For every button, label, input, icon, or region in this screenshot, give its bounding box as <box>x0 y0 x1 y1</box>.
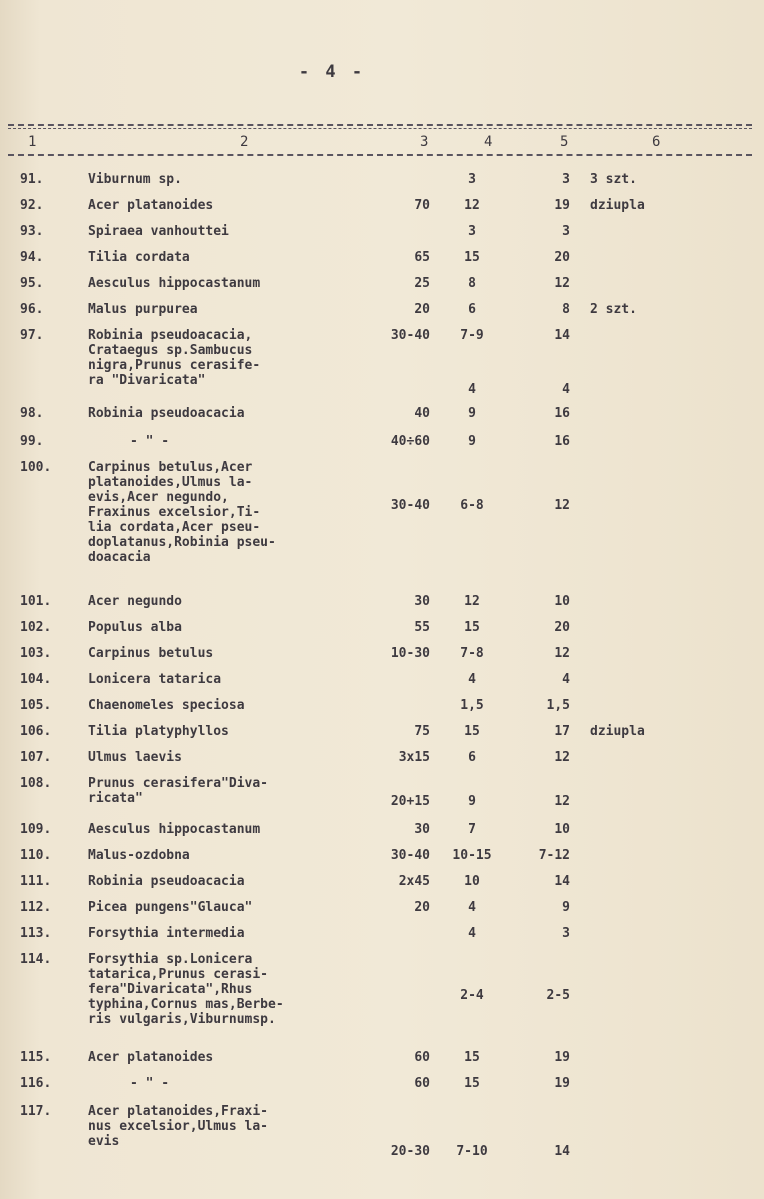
col5-value: 19 <box>554 198 570 213</box>
species-name: Picea pungens"Glauca" <box>88 900 253 915</box>
species-name: Robinia pseudoacacia <box>88 874 245 889</box>
species-name: Robinia pseudoacacia <box>88 406 245 421</box>
col4-value: 15 <box>464 250 480 265</box>
species-name: Malus purpurea <box>88 302 198 317</box>
col4-value: 10-15 <box>452 848 492 863</box>
col3-value: 3x15 <box>398 750 430 765</box>
col4-value: 1,5 <box>460 698 484 713</box>
row-number: 91. <box>20 172 44 187</box>
col3-value: 20 <box>414 900 430 915</box>
row-number: 102. <box>20 620 52 635</box>
species-name: Viburnum sp. <box>88 172 182 187</box>
col3-value: 20-30 <box>390 1144 430 1159</box>
col3-value: 10-30 <box>390 646 430 661</box>
col5-value: 14 <box>554 874 570 889</box>
row-number: 115. <box>20 1050 52 1065</box>
col4-value: 7-9 <box>460 328 484 343</box>
col4-value: 6 <box>468 302 476 317</box>
species-name: Aesculus hippocastanum <box>88 822 261 837</box>
col3-value: 40 <box>414 406 430 421</box>
species-name: Carpinus betulus,Acer platanoides,Ulmus la- evis,Acer negundo, Fraxinus excelsior,Ti- lia cordata,Acer pseu- doplatanus,Robinia pseu- doacacia <box>88 460 276 565</box>
col5-value: 10 <box>554 594 570 609</box>
table-top-rule-2 <box>8 128 752 129</box>
species-name: Populus alba <box>88 620 182 635</box>
row-number: 94. <box>20 250 44 265</box>
row-number: 92. <box>20 198 44 213</box>
column-header-6: 6 <box>652 134 661 150</box>
col5-value: 4 <box>562 672 570 687</box>
col5-value: 17 <box>554 724 570 739</box>
col5-value: 19 <box>554 1050 570 1065</box>
col5-value: 12 <box>554 794 570 809</box>
col5-value: 20 <box>554 250 570 265</box>
col4-value: 7 <box>468 822 476 837</box>
header-bottom-rule <box>8 154 752 156</box>
page-number: - 4 - <box>298 62 366 82</box>
species-name: Carpinus betulus <box>88 646 214 661</box>
col4-value: 9 <box>468 406 476 421</box>
col3-value: 75 <box>414 724 430 739</box>
species-name: Forsythia sp.Lonicera tatarica,Prunus cerasi- fera"Divaricata",Rhus typhina,Cornus mas,Berbe- ris vulgaris,Viburnumsp. <box>88 952 284 1027</box>
row-number: 93. <box>20 224 44 239</box>
col4-value: 12 <box>464 594 480 609</box>
col5-value: 1,5 <box>546 698 570 713</box>
col3-value: 60 <box>414 1076 430 1091</box>
col3-value: 30 <box>414 594 430 609</box>
row-number: 106. <box>20 724 52 739</box>
col6-note: dziupla <box>590 198 645 213</box>
col3-value: 55 <box>414 620 430 635</box>
col5-value: 10 <box>554 822 570 837</box>
row-number: 117. <box>20 1104 52 1119</box>
col5-value: 14 <box>554 328 570 343</box>
species-name: Acer platanoides <box>88 198 214 213</box>
col4-value: 4 <box>468 672 476 687</box>
col5-value: 4 <box>562 382 570 397</box>
col5-value: 3 <box>562 926 570 941</box>
col4-value: 4 <box>468 900 476 915</box>
col3-value: 30-40 <box>390 328 430 343</box>
col4-value: 7-10 <box>456 1144 488 1159</box>
col4-value: 8 <box>468 276 476 291</box>
col3-value: 40÷60 <box>390 434 430 449</box>
col4-value: 6 <box>468 750 476 765</box>
col3-value: 65 <box>414 250 430 265</box>
col4-value: 15 <box>464 620 480 635</box>
row-number: 100. <box>20 460 52 475</box>
col3-value: 25 <box>414 276 430 291</box>
row-number: 113. <box>20 926 52 941</box>
species-name: Spiraea vanhouttei <box>88 224 229 239</box>
col5-value: 3 <box>562 224 570 239</box>
col5-value: 12 <box>554 498 570 513</box>
row-number: 103. <box>20 646 52 661</box>
col4-value: 2-4 <box>460 988 484 1003</box>
col5-value: 12 <box>554 750 570 765</box>
col5-value: 7-12 <box>538 848 570 863</box>
col4-value: 9 <box>468 794 476 809</box>
col3-value: 30-40 <box>390 498 430 513</box>
species-name: Malus-ozdobna <box>88 848 190 863</box>
col5-value: 2-5 <box>546 988 570 1003</box>
col5-value: 16 <box>554 406 570 421</box>
species-name: Ulmus laevis <box>88 750 182 765</box>
species-name: - " - <box>130 434 170 449</box>
col4-value: 3 <box>468 172 476 187</box>
col4-value: 3 <box>468 224 476 239</box>
col5-value: 16 <box>554 434 570 449</box>
species-name: Tilia platyphyllos <box>88 724 229 739</box>
species-name: Robinia pseudoacacia, Crataegus sp.Sambucus nigra,Prunus cerasife- ra "Divaricata" <box>88 328 261 388</box>
row-number: 116. <box>20 1076 52 1091</box>
row-number: 109. <box>20 822 52 837</box>
column-header-4: 4 <box>484 134 493 150</box>
col4-value: 4 <box>468 382 476 397</box>
col5-value: 19 <box>554 1076 570 1091</box>
row-number: 104. <box>20 672 52 687</box>
col4-value: 10 <box>464 874 480 889</box>
row-number: 98. <box>20 406 44 421</box>
col4-value: 12 <box>464 198 480 213</box>
row-number: 101. <box>20 594 52 609</box>
species-name: Lonicera tatarica <box>88 672 222 687</box>
row-number: 96. <box>20 302 44 317</box>
species-name: Prunus cerasifera"Diva- ricata" <box>88 776 269 806</box>
column-header-1: 1 <box>28 134 37 150</box>
row-number: 111. <box>20 874 52 889</box>
species-name: Acer negundo <box>88 594 182 609</box>
col3-value: 30 <box>414 822 430 837</box>
col4-value: 7-8 <box>460 646 484 661</box>
col4-value: 6-8 <box>460 498 484 513</box>
species-name: - " - <box>130 1076 170 1091</box>
col5-value: 12 <box>554 276 570 291</box>
column-header-3: 3 <box>420 134 429 150</box>
row-number: 108. <box>20 776 52 791</box>
col3-value: 70 <box>414 198 430 213</box>
col3-value: 20 <box>414 302 430 317</box>
col3-value: 2x45 <box>398 874 430 889</box>
table-top-rule <box>8 124 752 126</box>
col3-value: 20+15 <box>390 794 430 809</box>
col5-value: 14 <box>554 1144 570 1159</box>
col5-value: 12 <box>554 646 570 661</box>
col3-value: 30-40 <box>390 848 430 863</box>
row-number: 110. <box>20 848 52 863</box>
row-number: 105. <box>20 698 52 713</box>
species-name: Forsythia intermedia <box>88 926 245 941</box>
row-number: 114. <box>20 952 52 967</box>
col4-value: 15 <box>464 724 480 739</box>
row-number: 107. <box>20 750 52 765</box>
col4-value: 15 <box>464 1050 480 1065</box>
column-header-2: 2 <box>240 134 249 150</box>
species-name: Chaenomeles speciosa <box>88 698 245 713</box>
col6-note: 3 szt. <box>590 172 637 187</box>
row-number: 95. <box>20 276 44 291</box>
col4-value: 4 <box>468 926 476 941</box>
col5-value: 8 <box>562 302 570 317</box>
col5-value: 3 <box>562 172 570 187</box>
row-number: 112. <box>20 900 52 915</box>
column-header-5: 5 <box>560 134 569 150</box>
col4-value: 9 <box>468 434 476 449</box>
col6-note: dziupla <box>590 724 645 739</box>
col5-value: 20 <box>554 620 570 635</box>
species-name: Aesculus hippocastanum <box>88 276 261 291</box>
row-number: 99. <box>20 434 44 449</box>
species-name: Tilia cordata <box>88 250 190 265</box>
col4-value: 15 <box>464 1076 480 1091</box>
row-number: 97. <box>20 328 44 343</box>
species-name: Acer platanoides <box>88 1050 214 1065</box>
col6-note: 2 szt. <box>590 302 637 317</box>
species-name: Acer platanoides,Fraxi- nus excelsior,Ulmus la- evis <box>88 1104 269 1149</box>
col5-value: 9 <box>562 900 570 915</box>
col3-value: 60 <box>414 1050 430 1065</box>
